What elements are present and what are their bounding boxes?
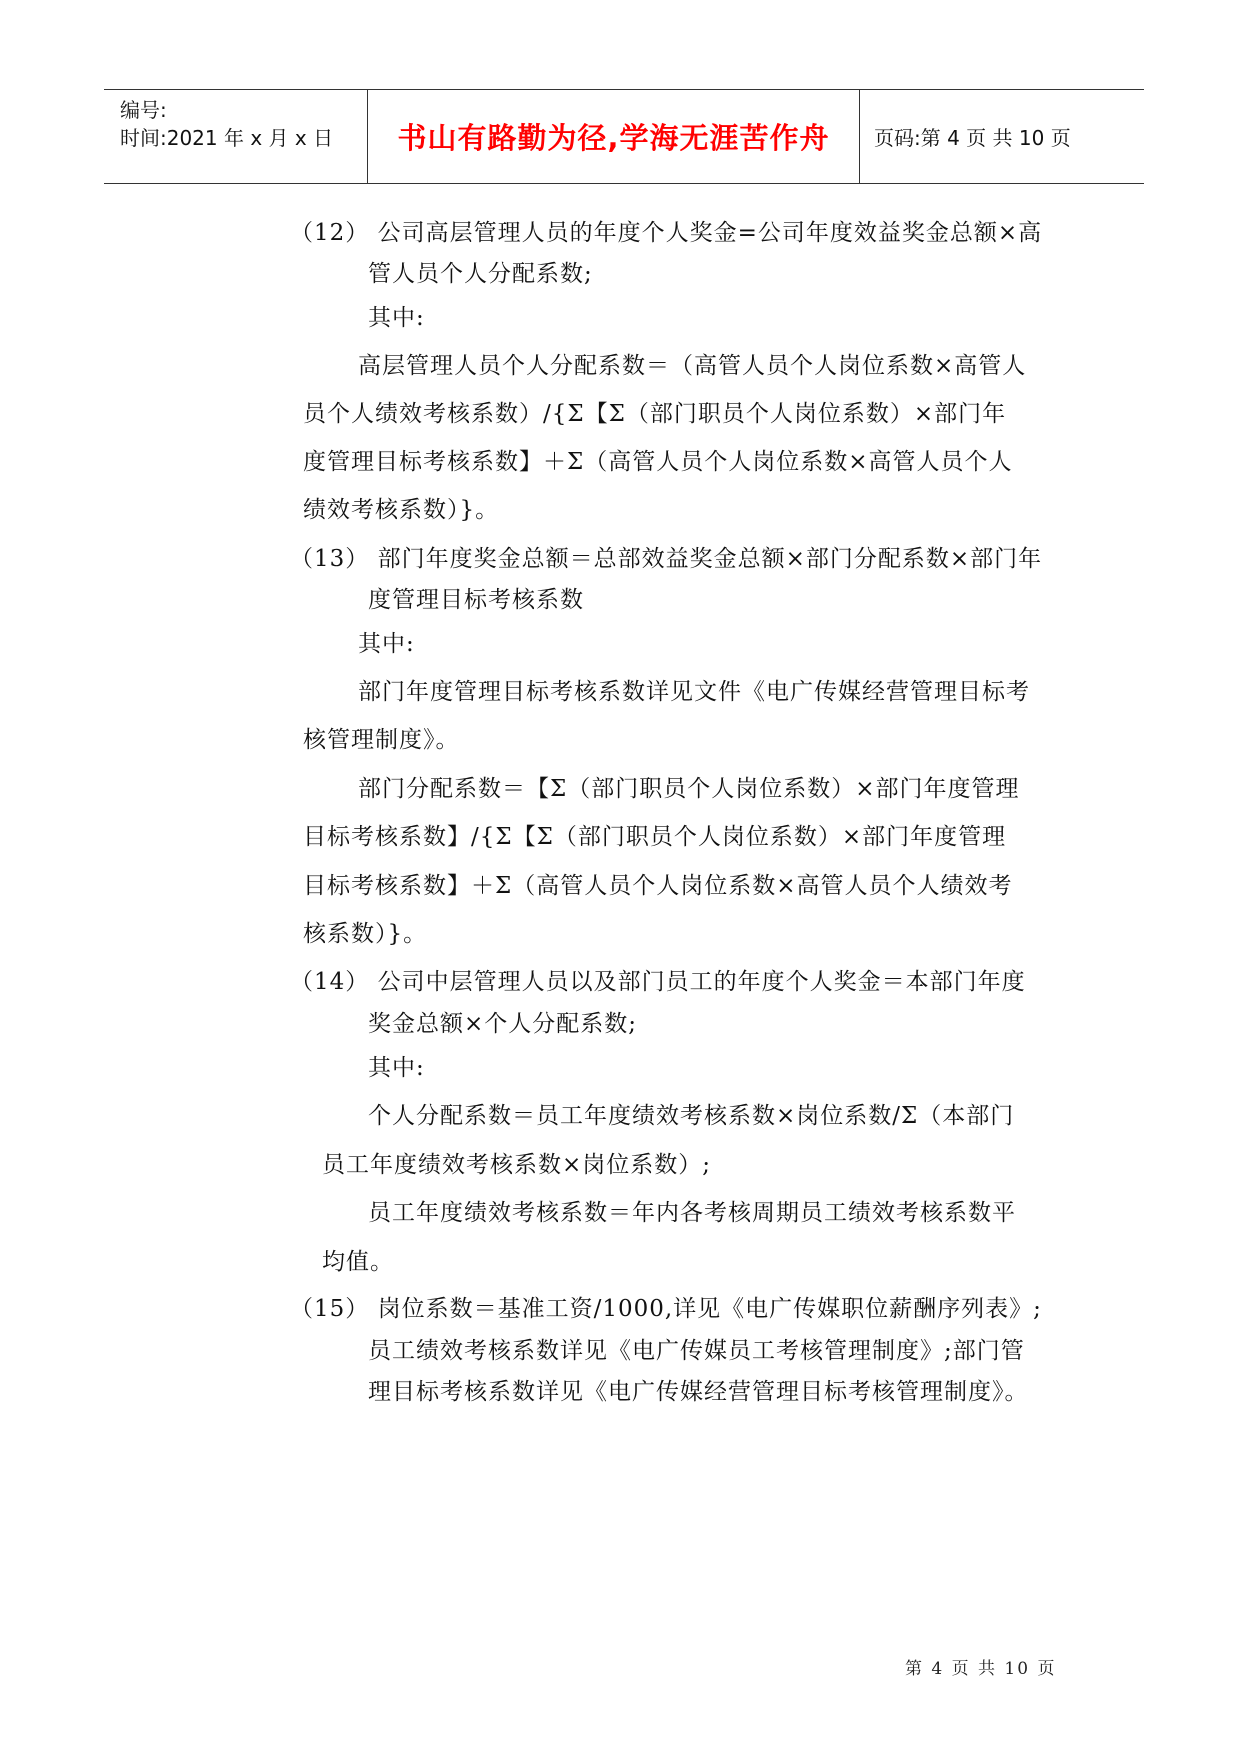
paragraph-line: 个人分配系数＝员工年度绩效考核系数×岗位系数/Σ（本部门 <box>368 1103 1015 1129</box>
paragraph-line: 均值。 <box>322 1249 394 1275</box>
paragraph-line: 目标考核系数】＋Σ（高管人员个人岗位系数×高管人员个人绩效考 <box>303 873 1013 899</box>
paragraph-line: 其中: <box>358 631 415 657</box>
page-info-text: 页码:第 4 页 共 10 页 <box>874 126 1071 150</box>
paragraph-line: 绩效考核系数）}。 <box>303 497 500 523</box>
time-label: 时间:2021 年 x 月 x 日 <box>120 126 334 150</box>
paragraph-line: 奖金总额×个人分配系数; <box>368 1011 638 1037</box>
document-header <box>104 89 1144 184</box>
paragraph-line: 员个人绩效考核系数）/{Σ【Σ（部门职员个人岗位系数）×部门年 <box>303 401 1007 427</box>
header-page-cell <box>860 90 1144 183</box>
paragraph-line: （12） 公司高层管理人员的年度个人奖金=公司年度效益奖金总额×高 <box>290 220 1043 246</box>
paragraph-line: 目标考核系数】/{Σ【Σ（部门职员个人岗位系数）×部门年度管理 <box>303 824 1007 850</box>
paragraph-line: 其中: <box>368 305 425 331</box>
paragraph-line: 员工绩效考核系数详见《电广传媒员工考核管理制度》;部门管 <box>368 1338 1025 1364</box>
paragraph-line: 度管理目标考核系数 <box>368 587 584 613</box>
paragraph-line: 核管理制度》。 <box>303 727 460 753</box>
paragraph-line: （13） 部门年度奖金总额＝总部效益奖金总额×部门分配系数×部门年 <box>290 546 1043 572</box>
paragraph-line: 部门年度管理目标考核系数详见文件《电广传媒经营管理目标考 <box>358 679 1030 705</box>
page-footer: 第 4 页 共 10 页 <box>905 1659 1057 1679</box>
paragraph-line: 核系数）}。 <box>303 921 428 947</box>
paragraph-line: 度管理目标考核系数】＋Σ（高管人员个人岗位系数×高管人员个人 <box>303 449 1013 475</box>
paragraph-line: 部门分配系数＝【Σ（部门职员个人岗位系数）×部门年度管理 <box>358 776 1020 802</box>
paragraph-line: 员工年度绩效考核系数＝年内各考核周期员工绩效考核系数平 <box>368 1200 1016 1226</box>
header-motto-cell <box>368 90 860 183</box>
serial-number-label: 编号: <box>120 98 167 122</box>
paragraph-line: 其中: <box>368 1055 425 1081</box>
paragraph-line: 理目标考核系数详见《电广传媒经营管理目标考核管理制度》。 <box>368 1379 1029 1405</box>
paragraph-line: 高层管理人员个人分配系数＝（高管人员个人岗位系数×高管人 <box>358 353 1027 379</box>
paragraph-line: 员工年度绩效考核系数×岗位系数）; <box>322 1152 712 1178</box>
paragraph-line: 管人员个人分配系数; <box>368 261 593 287</box>
paragraph-line: （14） 公司中层管理人员以及部门员工的年度个人奖金＝本部门年度 <box>290 969 1026 995</box>
motto-text: 书山有路勤为径,学海无涯苦作舟 <box>397 121 830 155</box>
header-meta-cell <box>104 90 368 183</box>
paragraph-line: （15） 岗位系数＝基准工资/1000,详见《电广传媒职位薪酬序列表》; <box>290 1296 1042 1322</box>
